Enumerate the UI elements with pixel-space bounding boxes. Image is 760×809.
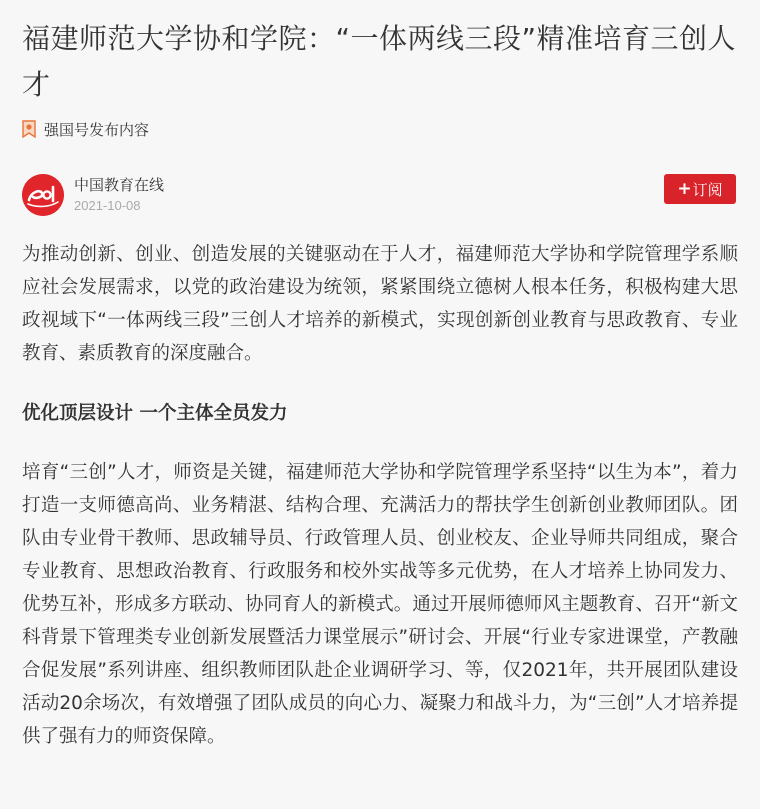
author-name[interactable]: 中国教育在线	[74, 176, 165, 194]
bookmark-badge-icon	[22, 120, 36, 138]
section-heading: 优化顶层设计 一个主体全员发力	[22, 403, 288, 424]
author-avatar[interactable]	[22, 174, 64, 216]
article-paragraph: 培育“三创”人才，师资是关键，福建师范大学协和学院管理学系坚持“以生为本”，着力打造一支师德高尚、业务精湛、结构合理、充满活力的帮扶学生创新创业教师团队。团队由专业骨干教师、思政辅导员、行政管理人员、创业校友、企业导师共同组成，聚合专业教育、思想政治教育、行政服务和校外实战等多元优势，在人才培养上协同发力、优势互补，形成多方联动、协同育人的新模式。通过开展师德师风主题教育、召开“新文科背景下管理类专业创新发展暨活力课堂展示”研讨会、开展“行业专家进课堂，产教融合促发展”系列讲座、组织教师团队赴企业调研学习、等，仅2021年，共开展团队建设活动20余场次，有效增强了团队成员的向心力、凝聚力和战斗力，为“三创”人才培养提供了强有力的师资保障。	[22, 462, 738, 747]
eol-logo-icon	[22, 174, 64, 216]
article-title: 福建师范大学协和学院：“一体两线三段”精准培育三创人才	[22, 22, 737, 101]
plus-icon: +	[677, 179, 692, 199]
subscribe-label: 订阅	[692, 180, 723, 199]
publish-date: 2021-10-08	[74, 198, 141, 213]
author-info	[74, 175, 164, 215]
author-row	[22, 172, 738, 218]
article-body	[22, 238, 738, 753]
article-paragraph: 为推动创新、创业、创造发展的关键驱动在于人才，福建师范大学协和学院管理学系顺应社会发展需求，以党的政治建设为统领，紧紧围绕立德树人根本任务，积极构建大思政视域下“一体两线三段”三创人才培养的新模式，实现创新创业教育与思政教育、专业教育、素质教育的深度融合。	[22, 244, 738, 364]
source-row	[22, 116, 738, 142]
source-label: 强国号发布内容	[44, 120, 150, 139]
subscribe-button[interactable]	[664, 174, 736, 204]
